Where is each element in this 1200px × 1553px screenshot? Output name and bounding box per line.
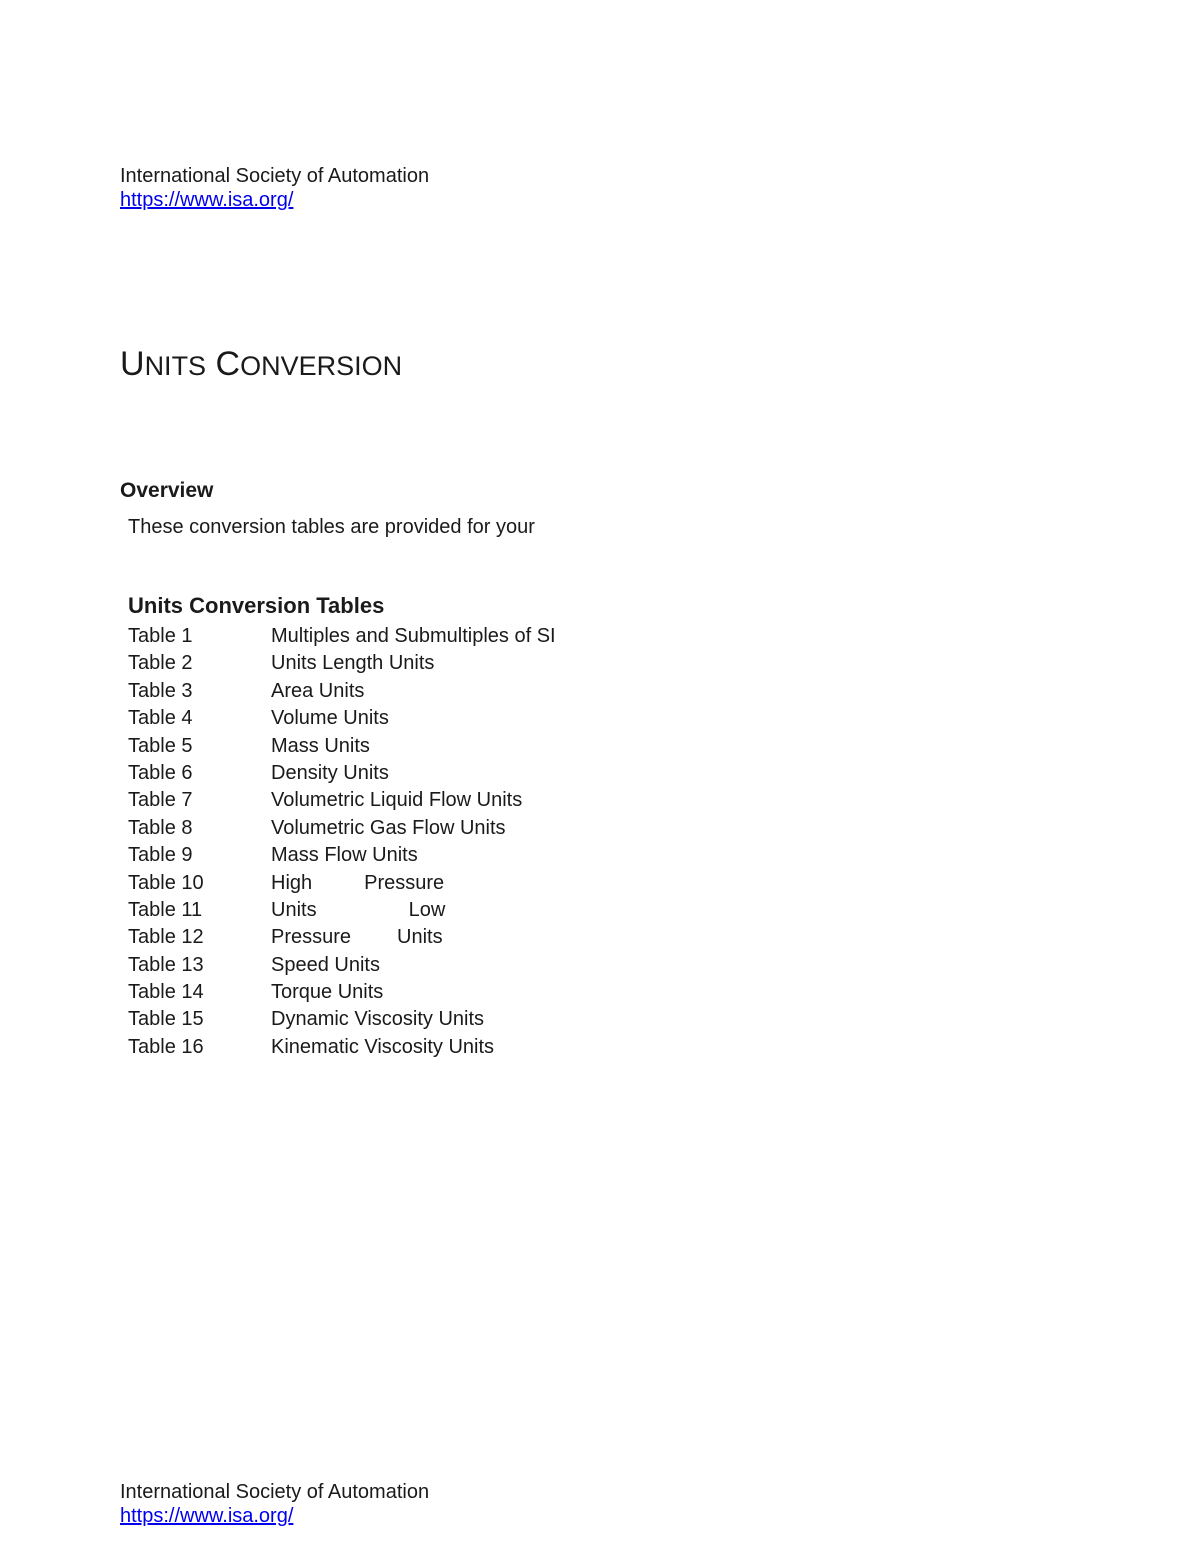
table-number: Table 11 bbox=[128, 898, 203, 921]
list-item bbox=[128, 788, 688, 815]
table-number: Table 13 bbox=[128, 953, 204, 976]
overview-heading: Overview bbox=[120, 479, 214, 502]
overview-text: These conversion tables are provided for your bbox=[128, 516, 535, 538]
list-item bbox=[128, 925, 688, 952]
header-org-name: International Society of Automation bbox=[120, 165, 430, 187]
list-item bbox=[128, 843, 688, 870]
tables-list bbox=[128, 624, 688, 1062]
table-title bbox=[271, 871, 444, 896]
table-title: Volume Units bbox=[271, 707, 389, 730]
table-number: Table 9 bbox=[128, 844, 193, 867]
list-item bbox=[128, 706, 688, 733]
list-item bbox=[128, 734, 688, 761]
list-item bbox=[128, 761, 688, 788]
table-title-part: Units bbox=[271, 898, 317, 921]
list-item bbox=[128, 871, 688, 898]
tables-heading: Units Conversion Tables bbox=[128, 593, 385, 618]
list-item bbox=[128, 898, 688, 925]
table-title: Area Units bbox=[271, 679, 365, 702]
title-second-initial: C bbox=[215, 345, 241, 383]
table-title bbox=[271, 898, 445, 923]
table-title: Mass Units bbox=[271, 734, 370, 757]
table-title: Dynamic Viscosity Units bbox=[271, 1008, 485, 1031]
table-number: Table 7 bbox=[128, 789, 193, 812]
table-title: Multiples and Submultiples of SI bbox=[271, 625, 556, 647]
table-title-part: Units bbox=[397, 926, 443, 949]
table-number: Table 1 bbox=[128, 625, 193, 647]
table-title: Density Units bbox=[271, 761, 389, 784]
list-item bbox=[128, 624, 688, 651]
table-number: Table 12 bbox=[128, 926, 204, 949]
table-title bbox=[271, 925, 443, 950]
table-title: Torque Units bbox=[271, 981, 384, 1004]
list-item bbox=[128, 679, 688, 706]
footer-org-name: International Society of Automation bbox=[120, 1481, 430, 1503]
table-number: Table 5 bbox=[128, 734, 193, 757]
table-number: Table 10 bbox=[128, 871, 204, 894]
table-number: Table 3 bbox=[128, 679, 193, 702]
list-item bbox=[128, 651, 688, 678]
title-first-initial: U bbox=[120, 345, 145, 383]
list-item bbox=[128, 953, 688, 980]
list-item bbox=[128, 1007, 688, 1034]
table-title-part: Low bbox=[408, 898, 446, 921]
list-item bbox=[128, 816, 688, 843]
table-title: Volumetric Gas Flow Units bbox=[271, 816, 506, 839]
table-title: Units Length Units bbox=[271, 652, 435, 675]
header-url-link[interactable]: https://www.isa.org/ bbox=[120, 189, 294, 211]
list-item bbox=[128, 1035, 688, 1062]
table-title: Volumetric Liquid Flow Units bbox=[271, 789, 523, 812]
table-title: Kinematic Viscosity Units bbox=[271, 1035, 495, 1058]
title-second-rest: ONVERSION bbox=[240, 351, 403, 381]
table-number: Table 2 bbox=[128, 652, 193, 675]
table-title-part: High bbox=[271, 871, 313, 894]
table-number: Table 4 bbox=[128, 707, 193, 730]
footer-url-link[interactable]: https://www.isa.org/ bbox=[120, 1505, 294, 1527]
table-title: Mass Flow Units bbox=[271, 844, 418, 867]
title-first-rest: NITS bbox=[144, 351, 207, 381]
table-number: Table 16 bbox=[128, 1035, 204, 1058]
table-number: Table 15 bbox=[128, 1008, 204, 1031]
table-title: Speed Units bbox=[271, 953, 380, 976]
table-number: Table 14 bbox=[128, 981, 204, 1004]
list-item bbox=[128, 980, 688, 1007]
page-title bbox=[120, 344, 402, 386]
table-title-part: Pressure bbox=[364, 871, 445, 894]
table-title-part: Pressure bbox=[271, 926, 352, 949]
table-number: Table 8 bbox=[128, 816, 193, 839]
table-number: Table 6 bbox=[128, 761, 193, 784]
